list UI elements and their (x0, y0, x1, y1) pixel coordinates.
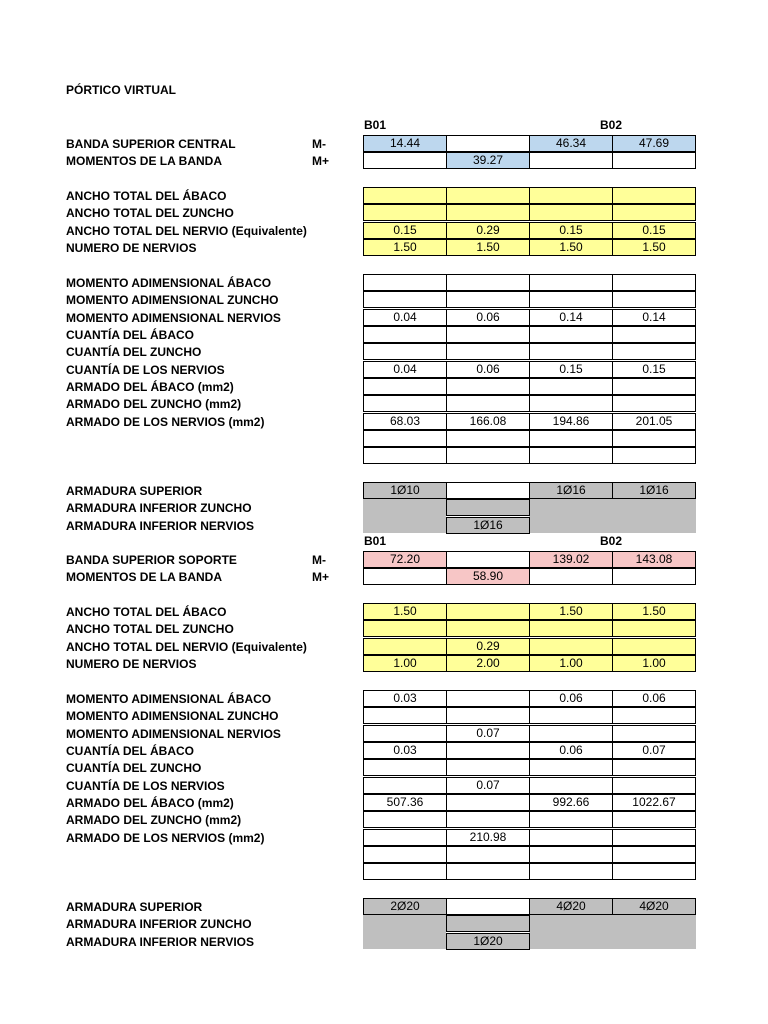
table-cell[interactable] (529, 568, 613, 585)
row-label: ARMADURA INFERIOR ZUNCHO (66, 501, 252, 516)
table-row (66, 899, 696, 916)
row-label: MOMENTO ADIMENSIONAL ZUNCHO (66, 293, 279, 308)
row-label: ANCHO TOTAL DEL ÁBACO (66, 605, 227, 620)
table-row (66, 431, 696, 448)
table-cell[interactable] (446, 378, 530, 395)
table-row (66, 778, 696, 795)
table-row (66, 136, 696, 153)
table-cell[interactable] (363, 378, 447, 395)
table-row (66, 414, 696, 431)
table-cell[interactable] (612, 620, 696, 637)
table-row (66, 864, 696, 881)
table-cell[interactable] (446, 811, 530, 828)
table-cell[interactable] (363, 430, 447, 447)
table-cell[interactable]: 4Ø20 (529, 898, 613, 915)
table-cell[interactable] (446, 603, 530, 620)
row-label: ARMADO DEL ÁBACO (mm2) (66, 795, 234, 810)
table-cell[interactable]: 0.06 (446, 309, 530, 326)
row-label: ARMADURA SUPERIOR (66, 484, 203, 498)
table-cell[interactable]: 1.50 (612, 239, 696, 256)
table-cell[interactable]: 143.08 (612, 551, 696, 568)
table-cell[interactable] (612, 829, 696, 846)
column-header-b01: B01 (364, 534, 387, 548)
table-cell[interactable] (446, 291, 530, 308)
table-cell[interactable] (529, 187, 613, 204)
table-cell[interactable] (446, 204, 530, 221)
table-cell[interactable]: 0.03 (363, 690, 447, 707)
table-cell[interactable]: 1Ø10 (363, 482, 447, 499)
table-cell[interactable] (363, 204, 447, 221)
table-cell[interactable] (612, 447, 696, 464)
table-row (66, 812, 696, 829)
table-row (66, 327, 696, 344)
table-cell[interactable] (612, 378, 696, 395)
table-cell[interactable]: 1.00 (363, 655, 447, 672)
table-cell[interactable]: 1Ø16 (612, 482, 696, 499)
table-cell[interactable] (612, 274, 696, 291)
table-cell[interactable] (446, 707, 530, 724)
table-cell[interactable] (446, 326, 530, 343)
table-cell[interactable] (446, 447, 530, 464)
table-cell[interactable] (612, 759, 696, 776)
row-label: MOMENTO ADIMENSIONAL NERVIOS (66, 310, 281, 325)
table-cell[interactable] (529, 326, 613, 343)
row-unit: M+ (312, 154, 330, 169)
table-cell[interactable] (446, 742, 530, 759)
table-cell[interactable] (446, 551, 530, 568)
row-label: ARMADURA INFERIOR NERVIOS (66, 934, 255, 949)
table-cell[interactable] (446, 135, 530, 152)
table-cell[interactable] (363, 447, 447, 464)
table-cell[interactable]: 58.90 (446, 568, 530, 585)
table-cell[interactable]: 46.34 (529, 135, 613, 152)
row-label: ARMADO DEL ÁBACO (mm2) (66, 379, 234, 394)
table-row (66, 795, 696, 812)
table-row (66, 726, 696, 743)
table-cell[interactable] (446, 395, 530, 412)
table-cell[interactable]: 0.15 (612, 361, 696, 378)
table-cell[interactable] (363, 395, 447, 412)
table-cell[interactable] (363, 274, 447, 291)
table-cell[interactable]: 1Ø16 (529, 482, 613, 499)
table-cell[interactable]: 0.15 (529, 361, 613, 378)
table-row (66, 483, 696, 500)
row-label: MOMENTOS DE LA BANDA (66, 154, 222, 169)
table-cell[interactable]: 507.36 (363, 794, 447, 811)
row-label: MOMENTO ADIMENSIONAL ZUNCHO (66, 709, 279, 724)
table-cell[interactable] (612, 638, 696, 655)
table-cell[interactable] (529, 759, 613, 776)
row-label: CUANTÍA DEL ÁBACO (66, 743, 194, 758)
table-cell[interactable] (529, 343, 613, 360)
table-cell[interactable] (529, 447, 613, 464)
table-cell[interactable]: 0.07 (612, 742, 696, 759)
table-cell[interactable]: 201.05 (612, 413, 696, 430)
table-cell[interactable]: 0.04 (363, 361, 447, 378)
table-cell[interactable] (612, 707, 696, 724)
table-cell[interactable] (363, 187, 447, 204)
table-cell[interactable] (363, 777, 447, 794)
table-row (66, 847, 696, 864)
table-cell[interactable] (612, 846, 696, 863)
row-label: CUANTÍA DEL ÁBACO (66, 327, 194, 342)
table-cell[interactable]: 0.14 (529, 309, 613, 326)
table-row (66, 223, 696, 240)
table-cell[interactable]: 0.03 (363, 742, 447, 759)
table-cell[interactable] (363, 638, 447, 655)
table-cell[interactable]: 1Ø20 (446, 933, 530, 950)
table-cell[interactable]: 4Ø20 (612, 898, 696, 915)
table-cell[interactable] (529, 274, 613, 291)
table-cell[interactable]: 1.50 (529, 239, 613, 256)
table-cell[interactable] (446, 343, 530, 360)
row-label: MOMENTO ADIMENSIONAL NERVIOS (66, 726, 281, 741)
table-cell[interactable] (529, 863, 613, 880)
row-label: ARMADO DE LOS NERVIOS (mm2) (66, 414, 265, 429)
table-cell[interactable] (363, 152, 447, 169)
table-cell[interactable]: 0.04 (363, 309, 447, 326)
table-cell[interactable] (529, 430, 613, 447)
row-label: ANCHO TOTAL DEL ÁBACO (66, 189, 227, 204)
table-cell[interactable]: 0.29 (446, 638, 530, 655)
row-label: NUMERO DE NERVIOS (66, 241, 197, 256)
table-cell[interactable] (446, 690, 530, 707)
table-cell[interactable]: 0.06 (446, 361, 530, 378)
row-label: ARMADURA INFERIOR ZUNCHO (66, 917, 252, 932)
row-label: CUANTÍA DEL ZUNCHO (66, 345, 202, 360)
table-cell[interactable] (363, 291, 447, 308)
table-cell[interactable]: 0.15 (529, 222, 613, 239)
table-cell[interactable] (529, 638, 613, 655)
table-cell[interactable]: 0.07 (446, 725, 530, 742)
table-row (66, 153, 696, 170)
table-cell[interactable]: 68.03 (363, 413, 447, 430)
table-cell[interactable] (363, 846, 447, 863)
row-label: MOMENTO ADIMENSIONAL ÁBACO (66, 691, 272, 706)
table-cell[interactable]: 39.27 (446, 152, 530, 169)
row-label: ARMADO DEL ZUNCHO (mm2) (66, 813, 242, 828)
table-cell[interactable] (612, 291, 696, 308)
table-cell[interactable]: 1Ø16 (446, 517, 530, 534)
column-header-b02: B02 (600, 118, 623, 132)
table-cell[interactable] (363, 759, 447, 776)
table-cell[interactable] (529, 811, 613, 828)
table-row (66, 830, 696, 847)
table-row (66, 743, 696, 760)
table-cell[interactable] (446, 846, 530, 863)
table-cell[interactable]: 1.50 (363, 239, 447, 256)
table-cell[interactable] (612, 811, 696, 828)
table-cell[interactable]: 47.69 (612, 135, 696, 152)
table-cell[interactable] (363, 863, 447, 880)
table-cell[interactable]: 14.44 (363, 135, 447, 152)
row-label: NUMERO DE NERVIOS (66, 657, 197, 672)
table-row (66, 275, 696, 292)
table-cell[interactable] (529, 620, 613, 637)
row-label: ANCHO TOTAL DEL NERVIO (Equivalente) (66, 223, 307, 238)
table-cell[interactable]: 1.00 (529, 655, 613, 672)
table-cell[interactable] (612, 204, 696, 221)
table-cell[interactable]: 72.20 (363, 551, 447, 568)
table-cell[interactable]: 139.02 (529, 551, 613, 568)
row-label: BANDA SUPERIOR CENTRAL (66, 137, 236, 151)
table-cell[interactable]: 194.86 (529, 413, 613, 430)
table-row (66, 691, 696, 708)
table-cell[interactable] (363, 568, 447, 585)
table-cell[interactable] (612, 568, 696, 585)
table-cell[interactable]: 2.00 (446, 655, 530, 672)
row-label: MOMENTOS DE LA BANDA (66, 570, 222, 585)
table-cell[interactable] (446, 759, 530, 776)
page-title: PÓRTICO VIRTUAL (66, 83, 176, 97)
table-cell[interactable] (529, 829, 613, 846)
row-label: ARMADO DE LOS NERVIOS (mm2) (66, 830, 265, 845)
table-cell[interactable] (612, 863, 696, 880)
table-cell[interactable] (446, 898, 530, 915)
row-label: ANCHO TOTAL DEL ZUNCHO (66, 622, 234, 637)
table-cell[interactable] (612, 395, 696, 412)
table-row (66, 569, 696, 586)
table-row (66, 639, 696, 656)
table-row (66, 205, 696, 222)
row-unit: M- (312, 553, 326, 567)
row-label: CUANTÍA DE LOS NERVIOS (66, 778, 225, 793)
table-cell[interactable] (363, 811, 447, 828)
table-cell[interactable]: 1.50 (529, 603, 613, 620)
table-cell[interactable]: 2Ø20 (363, 898, 447, 915)
table-cell[interactable] (363, 343, 447, 360)
table-row (66, 240, 696, 257)
table-cell[interactable] (529, 378, 613, 395)
table-row (66, 760, 696, 777)
row-label: CUANTÍA DE LOS NERVIOS (66, 362, 225, 377)
table-row (66, 396, 696, 413)
table-cell[interactable]: 0.15 (363, 222, 447, 239)
table-row (66, 916, 696, 933)
table-cell[interactable]: 0.29 (446, 222, 530, 239)
table-cell[interactable] (529, 777, 613, 794)
table-cell[interactable] (529, 846, 613, 863)
table-cell[interactable]: 166.08 (446, 413, 530, 430)
table-cell[interactable] (446, 274, 530, 291)
table-row (66, 518, 696, 535)
table-cell[interactable]: 210.98 (446, 829, 530, 846)
row-label: BANDA SUPERIOR SOPORTE (66, 553, 237, 567)
table-cell[interactable] (446, 430, 530, 447)
table-cell[interactable] (612, 725, 696, 742)
row-label: ANCHO TOTAL DEL NERVIO (Equivalente) (66, 639, 307, 654)
table-row (66, 552, 696, 569)
table-row (66, 310, 696, 327)
table-cell[interactable]: 0.14 (612, 309, 696, 326)
table-row (66, 500, 696, 517)
row-label: ANCHO TOTAL DEL ZUNCHO (66, 206, 234, 221)
table-cell[interactable] (612, 343, 696, 360)
table-cell[interactable] (612, 777, 696, 794)
table-cell[interactable]: 1.50 (446, 239, 530, 256)
table-cell[interactable] (529, 291, 613, 308)
table-cell[interactable] (363, 620, 447, 637)
row-label: ARMADO DEL ZUNCHO (mm2) (66, 397, 242, 412)
table-cell[interactable] (446, 482, 530, 499)
table-cell[interactable] (446, 794, 530, 811)
table-cell[interactable] (446, 620, 530, 637)
table-cell[interactable]: 0.15 (612, 222, 696, 239)
table-cell[interactable]: 0.06 (612, 690, 696, 707)
row-label: ARMADURA SUPERIOR (66, 900, 203, 914)
table-row (66, 448, 696, 465)
column-header-b02: B02 (600, 534, 623, 548)
table-cell[interactable] (612, 430, 696, 447)
row-unit: M+ (312, 570, 330, 585)
table-row (66, 379, 696, 396)
table-cell[interactable] (529, 152, 613, 169)
table-cell[interactable] (529, 707, 613, 724)
table-row (66, 362, 696, 379)
table-cell[interactable] (363, 707, 447, 724)
table-row (66, 188, 696, 205)
table-cell[interactable]: 1022.67 (612, 794, 696, 811)
row-label: MOMENTO ADIMENSIONAL ÁBACO (66, 275, 272, 290)
table-cell[interactable]: 0.07 (446, 777, 530, 794)
table-cell[interactable] (363, 725, 447, 742)
table-row (66, 344, 696, 361)
table-row (66, 604, 696, 621)
table-cell[interactable] (446, 187, 530, 204)
table-row (66, 621, 696, 638)
table-cell[interactable] (612, 152, 696, 169)
table-cell[interactable] (612, 326, 696, 343)
column-header-b01: B01 (364, 118, 387, 132)
table-row (66, 292, 696, 309)
row-unit: M- (312, 137, 326, 151)
table-cell[interactable] (529, 204, 613, 221)
table-cell[interactable] (363, 829, 447, 846)
table-cell[interactable]: 0.06 (529, 742, 613, 759)
table-row (66, 656, 696, 673)
table-cell[interactable] (446, 863, 530, 880)
table-cell[interactable]: 1.50 (612, 603, 696, 620)
table-cell[interactable] (529, 725, 613, 742)
table-cell[interactable]: 992.66 (529, 794, 613, 811)
table-row (66, 934, 696, 951)
table-cell[interactable]: 0.06 (529, 690, 613, 707)
table-cell[interactable] (363, 326, 447, 343)
table-row (66, 708, 696, 725)
table-cell[interactable] (612, 187, 696, 204)
row-label: CUANTÍA DEL ZUNCHO (66, 761, 202, 776)
table-cell[interactable]: 1.00 (612, 655, 696, 672)
table-cell[interactable]: 1.50 (363, 603, 447, 620)
table-cell[interactable] (529, 395, 613, 412)
row-label: ARMADURA INFERIOR NERVIOS (66, 518, 255, 533)
